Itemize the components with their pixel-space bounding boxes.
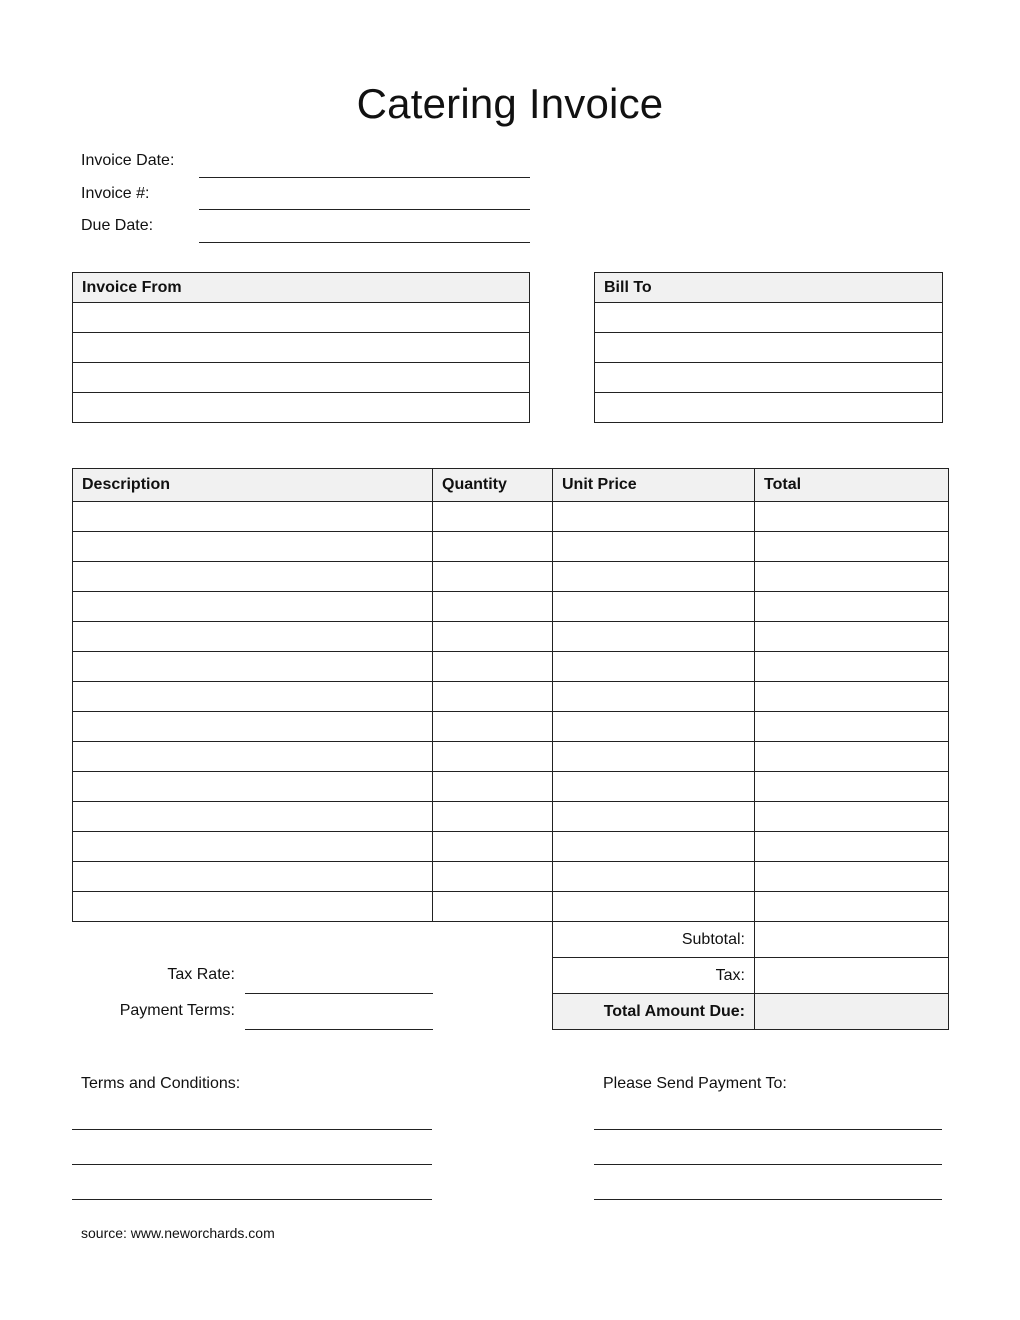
invoice-from-header: Invoice From: [73, 273, 530, 303]
unit-price-cell[interactable]: [553, 562, 755, 592]
total-cell[interactable]: [755, 772, 949, 802]
quantity-cell[interactable]: [433, 832, 553, 862]
invoice-from-row[interactable]: [73, 303, 530, 333]
total-header: Total: [755, 469, 949, 502]
quantity-cell[interactable]: [433, 502, 553, 532]
unit-price-cell[interactable]: [553, 622, 755, 652]
unit-price-cell[interactable]: [553, 892, 755, 922]
description-cell[interactable]: [73, 862, 433, 892]
description-cell[interactable]: [73, 712, 433, 742]
total-cell[interactable]: [755, 622, 949, 652]
table-row: [73, 802, 949, 832]
total-cell[interactable]: [755, 502, 949, 532]
unit-price-cell[interactable]: [553, 772, 755, 802]
table-row: [73, 592, 949, 622]
description-cell[interactable]: [73, 622, 433, 652]
quantity-header: Quantity: [433, 469, 553, 502]
payment-to-line[interactable]: [594, 1164, 942, 1165]
total-due-value[interactable]: [755, 994, 949, 1030]
description-header: Description: [73, 469, 433, 502]
items-table: [72, 468, 949, 922]
description-cell[interactable]: [73, 772, 433, 802]
table-row: [73, 562, 949, 592]
terms-line[interactable]: [72, 1164, 432, 1165]
bill-to-row[interactable]: [595, 333, 943, 363]
quantity-cell[interactable]: [433, 622, 553, 652]
description-cell[interactable]: [73, 652, 433, 682]
bill-to-row[interactable]: [595, 363, 943, 393]
description-cell[interactable]: [73, 802, 433, 832]
due-date-field[interactable]: [199, 242, 530, 243]
unit-price-header: Unit Price: [553, 469, 755, 502]
total-cell[interactable]: [755, 832, 949, 862]
quantity-cell[interactable]: [433, 682, 553, 712]
table-row: [73, 892, 949, 922]
quantity-cell[interactable]: [433, 862, 553, 892]
table-row: [73, 652, 949, 682]
invoice-number-field[interactable]: [199, 209, 530, 210]
quantity-cell[interactable]: [433, 802, 553, 832]
table-row: [73, 772, 949, 802]
invoice-from-row[interactable]: [73, 333, 530, 363]
page-title: Catering Invoice: [356, 80, 664, 127]
tax-rate-label: Tax Rate:: [167, 966, 235, 983]
invoice-from-row[interactable]: [73, 393, 530, 423]
terms-line[interactable]: [72, 1199, 432, 1200]
quantity-cell[interactable]: [433, 772, 553, 802]
quantity-cell[interactable]: [433, 562, 553, 592]
table-row: [73, 532, 949, 562]
total-cell[interactable]: [755, 892, 949, 922]
total-due-label: Total Amount Due:: [553, 994, 755, 1030]
total-cell[interactable]: [755, 532, 949, 562]
table-row: [73, 832, 949, 862]
table-row: [73, 622, 949, 652]
description-cell[interactable]: [73, 832, 433, 862]
quantity-cell[interactable]: [433, 892, 553, 922]
source-text: source: www.neworchards.com: [81, 1225, 275, 1241]
unit-price-cell[interactable]: [553, 862, 755, 892]
unit-price-cell[interactable]: [553, 832, 755, 862]
quantity-cell[interactable]: [433, 592, 553, 622]
invoice-date-label: Invoice Date:: [81, 152, 175, 169]
due-date-label: Due Date:: [81, 217, 154, 234]
unit-price-cell[interactable]: [553, 742, 755, 772]
tax-value[interactable]: [755, 958, 949, 994]
invoice-number-label: Invoice #:: [81, 185, 150, 202]
unit-price-cell[interactable]: [553, 802, 755, 832]
unit-price-cell[interactable]: [553, 652, 755, 682]
bill-to-row[interactable]: [595, 303, 943, 333]
unit-price-cell[interactable]: [553, 682, 755, 712]
total-cell[interactable]: [755, 742, 949, 772]
payment-to-line[interactable]: [594, 1129, 942, 1130]
invoice-date-field[interactable]: [199, 177, 530, 178]
unit-price-cell[interactable]: [553, 592, 755, 622]
total-cell[interactable]: [755, 712, 949, 742]
total-cell[interactable]: [755, 862, 949, 892]
description-cell[interactable]: [73, 742, 433, 772]
table-row: [73, 502, 949, 532]
description-cell[interactable]: [73, 892, 433, 922]
terms-line[interactable]: [72, 1129, 432, 1130]
unit-price-cell[interactable]: [553, 502, 755, 532]
terms-label: Terms and Conditions:: [81, 1075, 241, 1092]
tax-rate-field[interactable]: [245, 993, 433, 994]
summary-table: [552, 921, 949, 1030]
tax-label: Tax:: [553, 958, 755, 994]
quantity-cell[interactable]: [433, 652, 553, 682]
unit-price-cell[interactable]: [553, 532, 755, 562]
table-row: [73, 682, 949, 712]
payment-to-line[interactable]: [594, 1199, 942, 1200]
total-cell[interactable]: [755, 652, 949, 682]
total-cell[interactable]: [755, 682, 949, 712]
quantity-cell[interactable]: [433, 742, 553, 772]
payment-terms-label: Payment Terms:: [119, 1002, 235, 1019]
table-row: [73, 862, 949, 892]
invoice-from-row[interactable]: [73, 363, 530, 393]
total-cell[interactable]: [755, 592, 949, 622]
quantity-cell[interactable]: [433, 532, 553, 562]
table-row: [73, 712, 949, 742]
total-cell[interactable]: [755, 562, 949, 592]
description-cell[interactable]: [73, 682, 433, 712]
description-cell[interactable]: [73, 562, 433, 592]
description-cell[interactable]: [73, 592, 433, 622]
description-cell[interactable]: [73, 502, 433, 532]
quantity-cell[interactable]: [433, 712, 553, 742]
bill-to-table: [594, 272, 943, 423]
description-cell[interactable]: [73, 532, 433, 562]
payment-to-label: Please Send Payment To:: [603, 1075, 787, 1092]
bill-to-header: Bill To: [595, 273, 943, 303]
unit-price-cell[interactable]: [553, 712, 755, 742]
subtotal-value[interactable]: [755, 922, 949, 958]
invoice-from-table: [72, 272, 530, 423]
subtotal-label: Subtotal:: [553, 922, 755, 958]
bill-to-row[interactable]: [595, 393, 943, 423]
payment-terms-field[interactable]: [245, 1029, 433, 1030]
total-cell[interactable]: [755, 802, 949, 832]
table-row: [73, 742, 949, 772]
